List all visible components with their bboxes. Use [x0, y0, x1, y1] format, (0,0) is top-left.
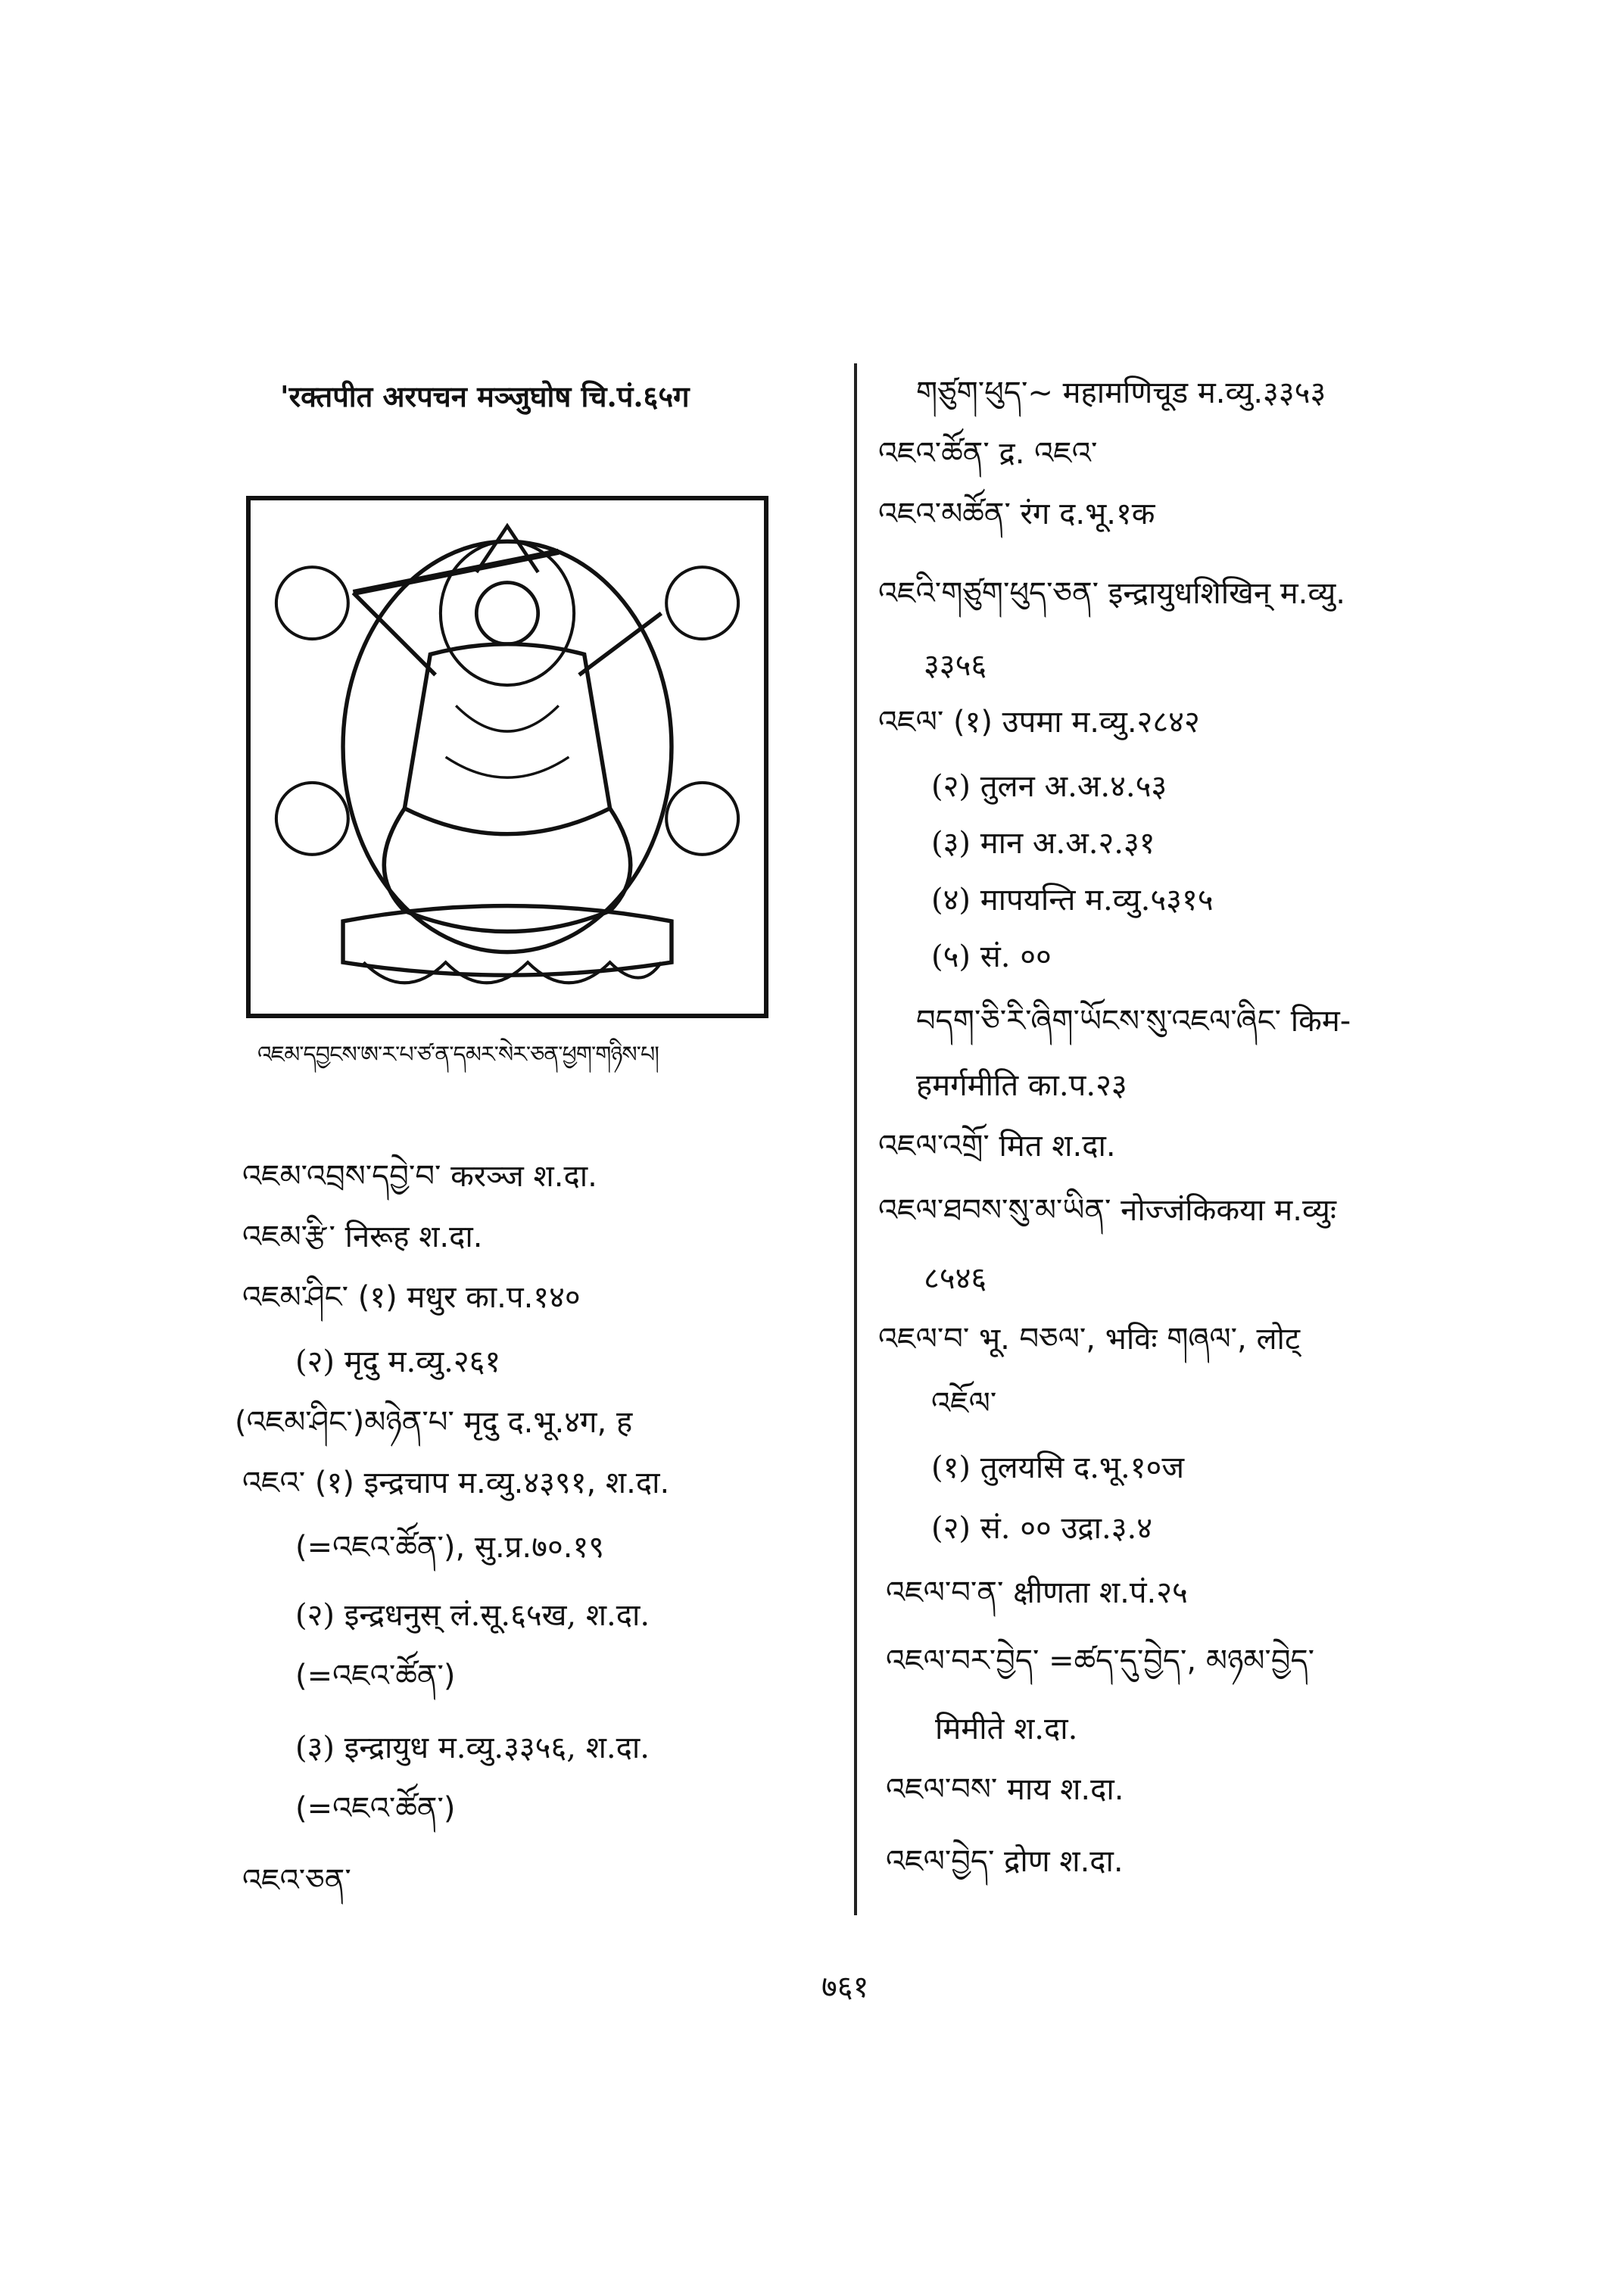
entry-line: (=འཇའ་ཚོན་), सु.प्र.७०.१९ [295, 1530, 605, 1565]
entry-line: (२) सं. ०० उद्रा.३.४ [931, 1511, 1153, 1546]
entry-line: (འཇམ་ཤིང་)མཉེན་པ་ मृदु द.भू.४ग, ह [235, 1405, 633, 1440]
entry-line: འཇལ་ (१) उपमा म.व्यु.२८४२ [878, 705, 1200, 740]
entry-line: འཇལ་བྱེད་ द्रोण श.दा. [886, 1844, 1124, 1879]
entry-line: (५) सं. ०० [931, 939, 1052, 974]
entry-line: འཇམ་རྩི་ निरूह श.दा. [242, 1220, 483, 1254]
entry-line: འཇལ་ཐབས་སུ་མ་ཡིན་ नोज्जंकिकया म.व्युः [878, 1193, 1336, 1228]
entry-line: འཇམ་འབྲས་དབྱེ་བ་ करञ्ज श.दा. [242, 1159, 597, 1194]
entry-line: (=འཇའ་ཚོན་) [295, 1791, 456, 1826]
entry-line: བདག་ཅི་རི་ཞིག་ཡོངས་སུ་འཇལ་ཞིང་ किम- [916, 1004, 1351, 1039]
entry-line: འཇའ་མཚོན་ रंग द.भू.१क [878, 497, 1155, 531]
entry-line: འཇའི་གཙུག་ཕུད་ཅན་ इन्द्रायुधशिखिन् म.व्यु. [878, 576, 1345, 611]
manjughosha-illustration [246, 496, 768, 1018]
figure-caption: འཇམ་དབྱངས་ཨ་ར་པ་ཙ་ན་དམར་སེར་ཅན་ཕྱག་གཉིས་པ། [257, 1042, 659, 1068]
entry-line: हमर्गमीति का.प.२३ [916, 1068, 1127, 1103]
entry-line: मिमीते श.दा. [935, 1712, 1078, 1746]
entry-line: འཇའ་ཅན་ [242, 1863, 351, 1898]
entry-line: (३) मान अ.अ.२.३१ [931, 826, 1155, 861]
entry-line: འཇའ་ (१) इन्द्रचाप म.व्यु.४३९१, श.दा. [242, 1466, 670, 1500]
entry-line: འཇོལ་ [931, 1386, 997, 1421]
entry-line: (२) तुलन अ.अ.४.५३ [931, 769, 1167, 804]
page-number: ७६१ [821, 1970, 869, 2005]
entry-line: འཇལ་འགྲོ་ मित श.दा. [878, 1129, 1116, 1164]
entry-line: (=འཇའ་ཚོན་) [295, 1659, 456, 1693]
entry-line: འཇལ་བར་བྱེད་ =ཚད་དུ་བྱེད་, མཉམ་བྱེད་ [886, 1643, 1315, 1678]
entry-line: འཇལ་བ་ན་ क्षीणता श.पं.२५ [886, 1575, 1188, 1610]
entry-line: (१) तुलयसि द.भू.१०ज [931, 1450, 1185, 1485]
entry-line: ३३५६ [924, 648, 987, 683]
entry-line: གཙུག་ཕུད་~ महामणिचूड म.व्यु.३३५३ [916, 375, 1326, 410]
entry-line: (४) मापयन्ति म.व्यु.५३१५ [931, 883, 1214, 918]
entry-line: འཇལ་བས་ माय श.दा. [886, 1772, 1124, 1807]
manjughosha-drawing [251, 500, 764, 1014]
figure-title: 'रक्तपीत अरपचन मञ्जुघोष चि.पं.६५ग [280, 379, 690, 413]
entry-line: (२) इन्द्रधनुस् लं.सू.६५ख, श.दा. [295, 1598, 650, 1633]
entry-line: འཇའ་ཚོན་ द्र. འཇའ་ [878, 436, 1098, 471]
column-divider [854, 363, 857, 1915]
entry-line: ८५४६ [924, 1261, 987, 1296]
entry-line: འཇལ་བ་ भू. བཅལ་, भविः གཞལ་, लोट् [878, 1322, 1301, 1357]
entry-line: (२) मृदु म.व्यु.२६१ [295, 1344, 501, 1379]
entry-line: འཇམ་ཤིང་ (१) मधुर का.प.१४० [242, 1280, 581, 1315]
entry-line: (३) इन्द्रायुध म.व्यु.३३५६, श.दा. [295, 1731, 650, 1765]
